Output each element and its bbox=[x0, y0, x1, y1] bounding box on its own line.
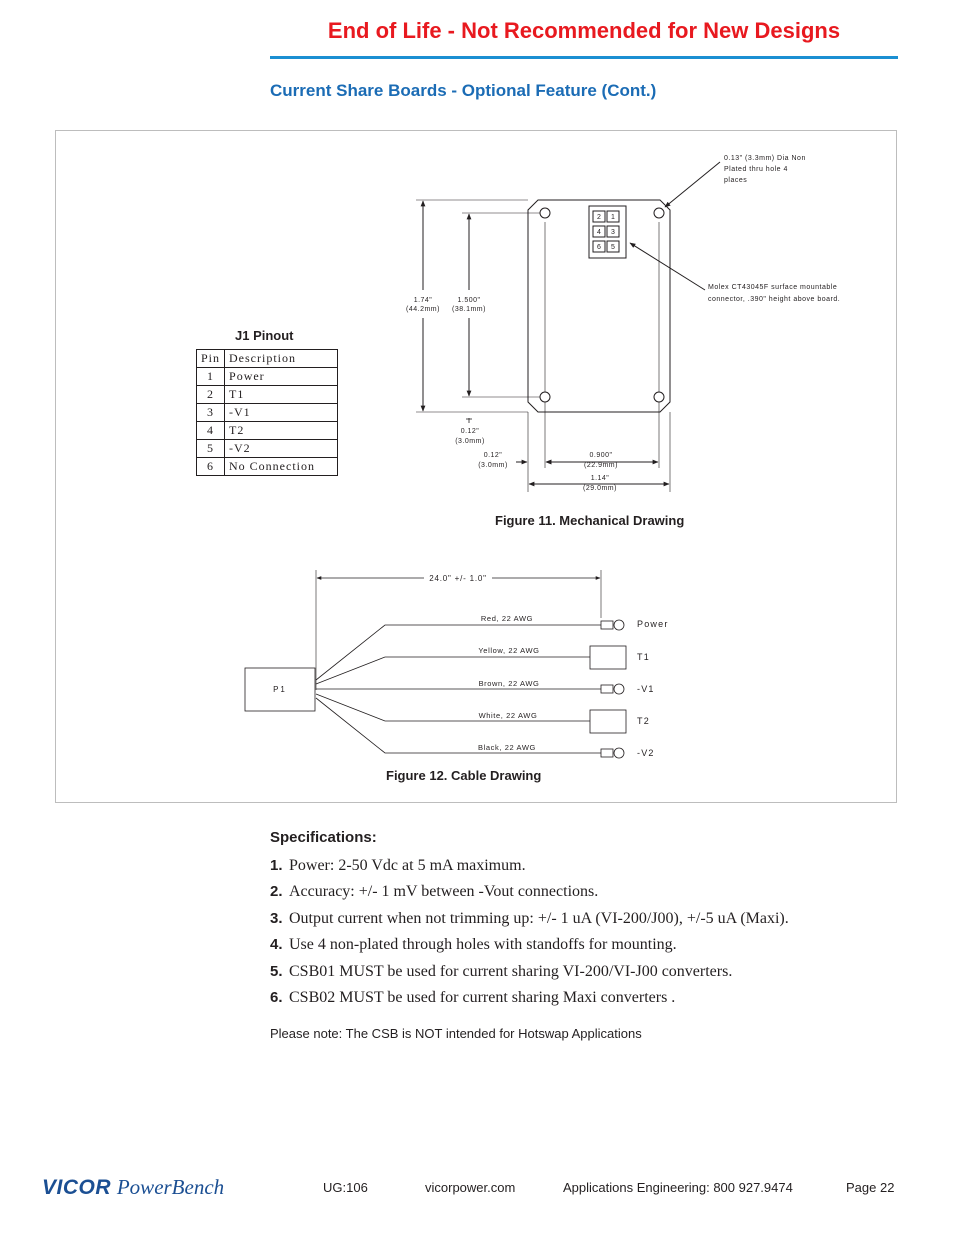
mounting-hole bbox=[540, 208, 550, 218]
spec-text: CSB02 MUST be used for current sharing Maxi converters . bbox=[289, 988, 676, 1006]
spec-item bbox=[270, 932, 789, 958]
footer-website: vicorpower.com bbox=[425, 1180, 516, 1195]
pin-cell: 5 bbox=[197, 440, 225, 458]
mounting-hole bbox=[654, 392, 664, 402]
dim-114-metric: (29.0mm) bbox=[583, 485, 617, 492]
hotswap-note bbox=[270, 1026, 642, 1041]
logo-brand: VICOR bbox=[42, 1176, 112, 1199]
spec-text: Use 4 non-plated through holes with standoffs for mounting. bbox=[289, 936, 677, 954]
footer-doc-id: UG:106 bbox=[323, 1180, 368, 1195]
table-row bbox=[197, 386, 338, 404]
figure-12-caption: Figure 12. Cable Drawing bbox=[386, 768, 542, 783]
pin-number: 3 bbox=[611, 229, 615, 236]
spec-number: 2. bbox=[270, 883, 283, 901]
mounting-hole bbox=[540, 392, 550, 402]
cable-labels bbox=[273, 574, 668, 758]
pin-cell: 2 bbox=[197, 386, 225, 404]
spec-text: CSB01 MUST be used for current sharing VI-200/VI-J00 converters. bbox=[289, 962, 733, 980]
note-text: The CSB is NOT intended for Hotswap Applications bbox=[345, 1026, 642, 1041]
terminal-label-power: Power bbox=[637, 619, 669, 629]
spec-item bbox=[270, 906, 789, 932]
terminal-label-v2: -V2 bbox=[637, 748, 655, 758]
description-cell: Power bbox=[225, 368, 338, 386]
pin-number: 4 bbox=[597, 229, 601, 236]
dim-012-h-metric: (3.0mm) bbox=[478, 462, 508, 469]
footer-applications-phone: Applications Engineering: 800 927.9474 bbox=[563, 1180, 793, 1195]
pin-number: 5 bbox=[611, 244, 615, 251]
spec-item bbox=[270, 959, 789, 985]
spec-item bbox=[270, 853, 789, 879]
table-header-row bbox=[197, 350, 338, 368]
pin-number: 2 bbox=[597, 214, 601, 221]
hole-note-line: 0.13" (3.3mm) Dia Non bbox=[724, 155, 806, 162]
table-row bbox=[197, 368, 338, 386]
spec-item bbox=[270, 985, 789, 1011]
cable-drawing bbox=[245, 570, 626, 758]
wire-label-white: White, 22 AWG bbox=[478, 711, 538, 720]
connector-note-line: Molex CT43045F surface mountable bbox=[708, 284, 838, 291]
mounting-hole bbox=[654, 208, 664, 218]
spec-number: 6. bbox=[270, 988, 283, 1006]
spec-text: Power: 2-50 Vdc at 5 mA maximum. bbox=[289, 857, 526, 874]
pin-cell: 1 bbox=[197, 368, 225, 386]
connector-note-line: connector, .390" height above board. bbox=[708, 296, 841, 303]
note-label: Please note: bbox=[270, 1026, 343, 1041]
dim-012-v-value: 0.12" bbox=[460, 428, 480, 435]
ring-terminal bbox=[601, 621, 613, 629]
spec-text: Output current when not trimming up: +/- 1 uA (VI-200/J00), +/-5 uA (Maxi). bbox=[289, 909, 789, 927]
connector-pin-numbers bbox=[597, 214, 615, 251]
wire-label-black: Black, 22 AWG bbox=[478, 743, 536, 752]
wire-label-yellow: Yellow, 22 AWG bbox=[478, 646, 540, 655]
logo-product: PowerBench bbox=[116, 1175, 225, 1199]
pinout-table bbox=[196, 349, 338, 476]
dim-012-h-value: 0.12" bbox=[483, 452, 503, 459]
description-cell: -V2 bbox=[225, 440, 338, 458]
spec-number: 3. bbox=[270, 909, 283, 927]
dim-0900-value: 0.900" bbox=[589, 452, 613, 459]
pin-cell: 6 bbox=[197, 458, 225, 476]
ring-terminal bbox=[601, 685, 613, 693]
dim-174-metric: (44.2mm) bbox=[406, 306, 440, 313]
table-row bbox=[197, 440, 338, 458]
footer-page-number: Page 22 bbox=[846, 1180, 895, 1195]
spec-text: Accuracy: +/- 1 mV between -Vout connections. bbox=[289, 883, 599, 901]
table-row bbox=[197, 404, 338, 422]
end-of-life-banner: End of Life - Not Recommended for New Designs bbox=[327, 18, 841, 43]
hole-note-line: Plated thru hole 4 bbox=[724, 166, 788, 173]
spec-item bbox=[270, 879, 789, 905]
dim-012-v-metric: (3.0mm) bbox=[455, 438, 485, 445]
cable-length-label: 24.0" +/- 1.0" bbox=[429, 574, 487, 583]
box-terminal bbox=[590, 710, 626, 733]
pin-cell: 4 bbox=[197, 422, 225, 440]
specifications-list bbox=[270, 853, 789, 1011]
table-row bbox=[197, 458, 338, 476]
table-row bbox=[197, 422, 338, 440]
figure-11-caption: Figure 11. Mechanical Drawing bbox=[495, 513, 685, 528]
box-terminal bbox=[590, 646, 626, 669]
description-cell: T2 bbox=[225, 422, 338, 440]
header-description: Description bbox=[225, 350, 338, 368]
wire-label-red: Red, 22 AWG bbox=[480, 614, 534, 623]
pin-number: 6 bbox=[597, 244, 601, 251]
dim-1500-metric: (38.1mm) bbox=[452, 306, 486, 313]
description-cell: -V1 bbox=[225, 404, 338, 422]
hole-note-line: places bbox=[724, 177, 748, 184]
description-cell: T1 bbox=[225, 386, 338, 404]
description-cell: No Connection bbox=[225, 458, 338, 476]
terminal-label-t2: T2 bbox=[637, 716, 650, 726]
dim-1500-value: 1.500" bbox=[457, 297, 481, 304]
vicor-powerbench-logo bbox=[42, 1175, 224, 1200]
pin-cell: 3 bbox=[197, 404, 225, 422]
dim-174-value: 1.74" bbox=[413, 297, 433, 304]
dim-0900-metric: (22.9mm) bbox=[584, 462, 618, 469]
pin-number: 1 bbox=[611, 214, 615, 221]
spec-number: 4. bbox=[270, 936, 283, 954]
spec-number: 5. bbox=[270, 962, 283, 980]
ring-terminal bbox=[601, 749, 613, 757]
specifications-heading: Specifications: bbox=[270, 829, 377, 846]
dim-114-value: 1.14" bbox=[590, 475, 610, 482]
terminal-label-t1: T1 bbox=[637, 652, 650, 662]
header-pin: Pin bbox=[197, 350, 225, 368]
p1-label: P1 bbox=[273, 685, 287, 694]
terminal-label-v1: -V1 bbox=[637, 684, 655, 694]
section-title: Current Share Boards - Optional Feature (Cont.) bbox=[270, 81, 657, 100]
pinout-title: J1 Pinout bbox=[235, 328, 294, 343]
wire-label-brown: Brown, 22 AWG bbox=[478, 679, 540, 688]
spec-number: 1. bbox=[270, 857, 283, 874]
